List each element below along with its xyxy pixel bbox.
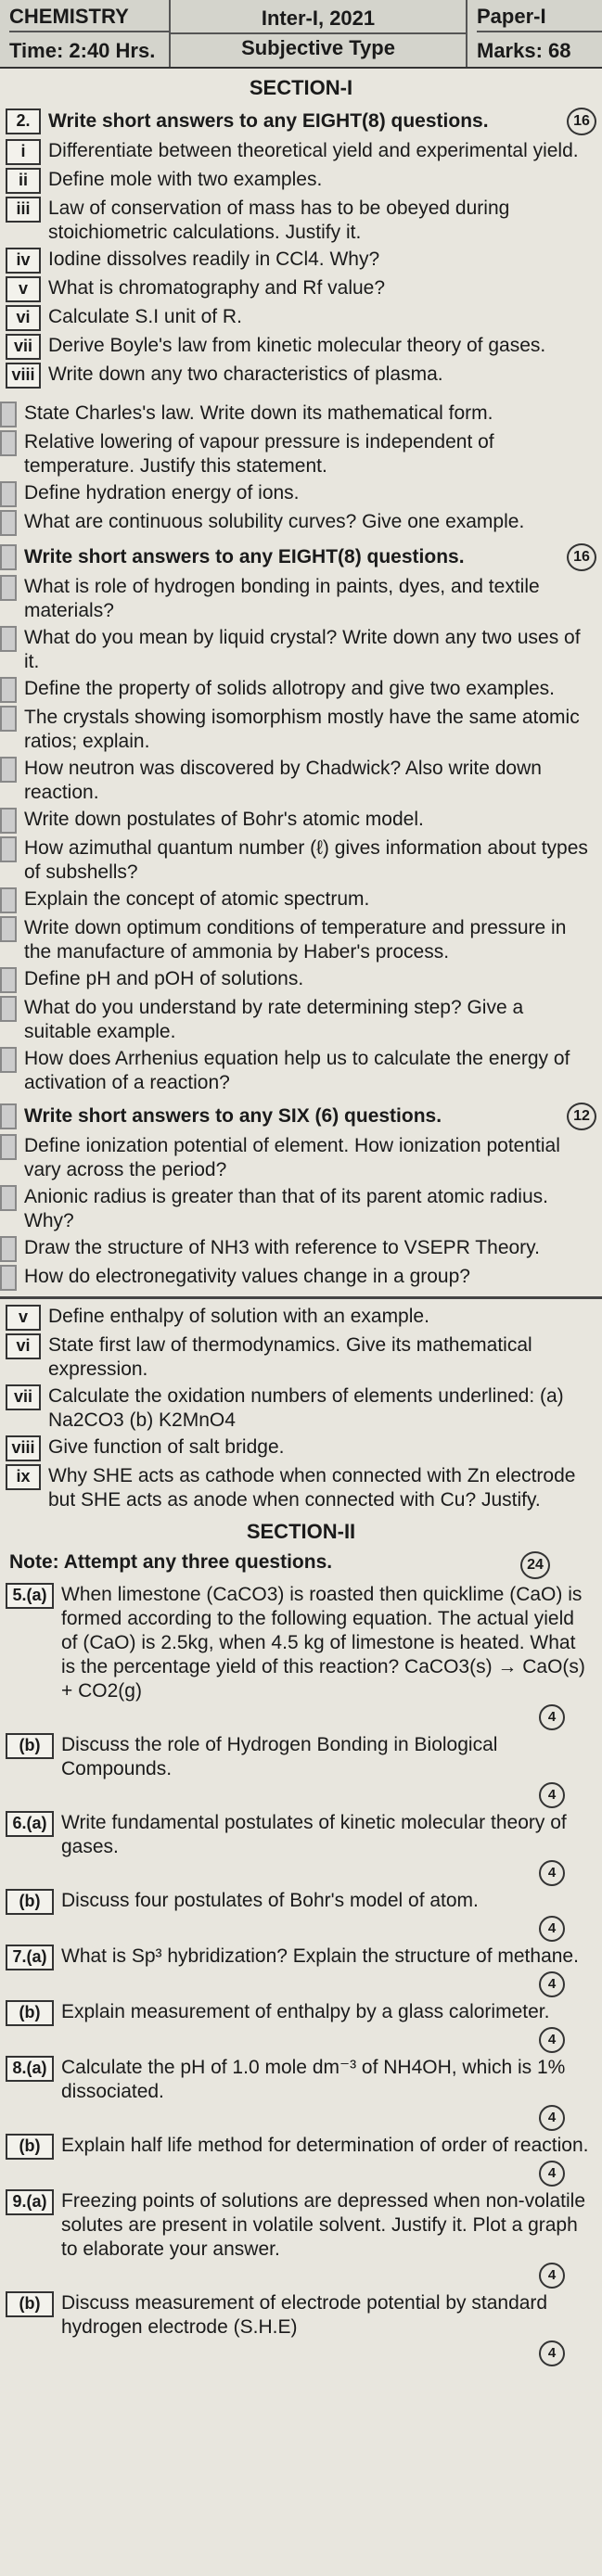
question-text: What do you understand by rate determining step? Give a suitable example.: [24, 997, 524, 1042]
question-number: [0, 677, 17, 703]
note-row: [9, 1551, 602, 1579]
question-text: Why SHE acts as cathode when connected with Zn electrode but SHE acts as anode when connected with Cu? Justify.: [48, 1465, 576, 1511]
question-item: [0, 168, 602, 194]
question-text: State first law of thermodynamics. Give its mathematical expression.: [48, 1334, 532, 1380]
question-text: Relative lowering of vapour pressure is independent of temperature. Justify this statement.: [24, 431, 494, 477]
question-item: [0, 276, 602, 302]
question-item: [0, 1134, 602, 1182]
long-question-marks: 4: [539, 2105, 565, 2131]
header-right: [468, 0, 602, 67]
question-number: vi: [6, 305, 41, 331]
question-text: Define ionization potential of element. How ionization potential vary across the period?: [24, 1135, 560, 1180]
long-question-marks-row: [0, 1971, 602, 1997]
question-number: [0, 967, 17, 993]
question-number: vii: [6, 334, 41, 360]
question-number: 8.(a): [6, 2056, 54, 2082]
question-number: 5.(a): [6, 1583, 54, 1609]
question-text: What is Sp³ hybridization? Explain the structure of methane.: [61, 1945, 579, 1967]
question-text: Explain measurement of enthalpy by a glass calorimeter.: [61, 2001, 550, 2022]
question-item: [0, 305, 602, 331]
long-question-marks-row: [0, 2027, 602, 2053]
q4-number: [0, 1103, 17, 1129]
question-number: [0, 887, 17, 913]
long-question-item: [0, 1733, 602, 1781]
header-center: [171, 0, 468, 67]
question-number: viii: [6, 1435, 41, 1461]
long-question-marks: 4: [539, 2161, 565, 2187]
question-item: [0, 1333, 602, 1382]
q4-title: Write short answers to any SIX (6) questions.: [24, 1105, 442, 1127]
question-text: Derive Boyle's law from kinetic molecular theory of gases.: [48, 335, 546, 356]
question-text: Calculate the pH of 1.0 mole dm⁻³ of NH4OH, which is 1% dissociated.: [61, 2057, 566, 2102]
question-item: [0, 996, 602, 1044]
question-item: [0, 430, 602, 478]
question-item: [0, 1384, 602, 1433]
question-number: [0, 481, 17, 507]
question-number: vii: [6, 1384, 41, 1410]
question-item: [0, 481, 602, 507]
question-number: [0, 836, 17, 862]
question-number: [0, 706, 17, 732]
question-text: Define enthalpy of solution with an example.: [48, 1306, 429, 1327]
question-number: [0, 808, 17, 834]
question-text: When limestone (CaCO3) is roasted then quicklime (CaO) is formed according to the following equation. The actual yield of (CaO) is 2.5kg, when 4.5 kg of limestone is heated. What is the percentage yield of this reaction? CaCO3(s) → CaO(s) + CO2(g): [61, 1584, 585, 1702]
type-label: Subjective Type: [241, 36, 395, 59]
question-item: [0, 916, 602, 964]
question-number: [0, 402, 17, 427]
question-item: [0, 1047, 602, 1095]
long-question-marks-row: [0, 1704, 602, 1730]
question-number: [0, 626, 17, 652]
question-item: [0, 402, 602, 427]
question-text: Law of conservation of mass has to be obeyed during stoichiometric calculations. Justify it.: [48, 198, 510, 243]
long-question-item: [0, 1583, 602, 1703]
long-question-marks: 4: [539, 2263, 565, 2289]
q4-marks: 12: [567, 1103, 596, 1130]
year-label: Inter-I, 2021: [171, 5, 466, 34]
question-text: Freezing points of solutions are depressed when non-volatile solutes are present in volatile solvent. Justify it. Plot a graph to elaborate your answer.: [61, 2190, 586, 2260]
long-question-marks-row: [0, 1916, 602, 1942]
q4-list: [0, 1134, 602, 1291]
question-item: [0, 197, 602, 245]
header-left: [0, 0, 171, 67]
q4-list-2: [0, 1305, 602, 1512]
q3-heading: [0, 543, 602, 571]
question-text: Define pH and pOH of solutions.: [24, 968, 304, 989]
long-question-marks: 4: [539, 1782, 565, 1808]
long-question-marks-row: [0, 1782, 602, 1808]
question-item: [0, 808, 602, 834]
question-number: [0, 1134, 17, 1160]
question-text: Differentiate between theoretical yield and experimental yield.: [48, 140, 579, 161]
q2-more-list: [0, 402, 602, 536]
question-text: What is role of hydrogen bonding in paints, dyes, and textile materials?: [24, 576, 540, 621]
question-text: How neutron was discovered by Chadwick? Also write down reaction.: [24, 758, 542, 803]
question-number: ix: [6, 1464, 41, 1490]
question-item: [0, 706, 602, 754]
question-number: [0, 575, 17, 601]
question-item: [0, 334, 602, 360]
question-text: State Charles's law. Write down its mathematical form.: [24, 402, 493, 424]
question-item: [0, 1265, 602, 1291]
long-question-marks-row: [0, 2161, 602, 2187]
question-text: How does Arrhenius equation help us to calculate the energy of activation of a reaction?: [24, 1048, 570, 1093]
question-number: 6.(a): [6, 1811, 54, 1837]
question-number: ii: [6, 168, 41, 194]
question-text: Discuss the role of Hydrogen Bonding in Biological Compounds.: [61, 1734, 498, 1779]
q2-heading: [0, 108, 602, 135]
question-text: Anionic radius is greater than that of its parent atomic radius. Why?: [24, 1186, 548, 1231]
paper-label: Paper-I: [477, 3, 602, 32]
question-item: [0, 1185, 602, 1233]
question-number: (b): [6, 1889, 54, 1915]
question-text: Give function of salt bridge.: [48, 1436, 285, 1458]
question-number: [0, 1047, 17, 1073]
question-item: [0, 677, 602, 703]
subject-label: CHEMISTRY: [9, 3, 169, 32]
long-question-marks: 4: [539, 2027, 565, 2053]
note-text: Note: Attempt any three questions.: [9, 1551, 333, 1573]
q3-number: [0, 544, 17, 570]
question-text: Discuss measurement of electrode potential by standard hydrogen electrode (S.H.E): [61, 2292, 548, 2338]
q4-heading: [0, 1103, 602, 1130]
question-number: (b): [6, 1733, 54, 1759]
question-item: [0, 575, 602, 623]
question-text: Calculate S.I unit of R.: [48, 306, 242, 327]
long-question-marks: 4: [539, 2340, 565, 2366]
long-question-item: [0, 2134, 602, 2160]
long-question-marks-row: [0, 2105, 602, 2131]
long-question-marks-row: [0, 2340, 602, 2366]
q2-number: 2.: [6, 108, 41, 134]
question-number: viii: [6, 363, 41, 389]
q3-title: Write short answers to any EIGHT(8) questions.: [24, 546, 465, 567]
q2-title: Write short answers to any EIGHT(8) questions.: [48, 110, 489, 132]
long-question-list: [0, 1583, 602, 2366]
long-question-item: [0, 2000, 602, 2026]
question-item: [0, 1435, 602, 1461]
question-text: Define the property of solids allotropy and give two examples.: [24, 678, 555, 699]
question-item: [0, 757, 602, 805]
question-number: [0, 916, 17, 942]
question-text: Draw the structure of NH3 with reference to VSEPR Theory.: [24, 1237, 540, 1258]
question-number: i: [6, 139, 41, 165]
time-label: Time: 2:40 Hrs.: [9, 38, 156, 62]
long-question-marks-row: [0, 2263, 602, 2289]
question-item: [0, 139, 602, 165]
long-question-item: [0, 2189, 602, 2262]
question-text: Write down optimum conditions of temperature and pressure in the manufacture of ammonia by Haber's process.: [24, 917, 567, 963]
question-text: Calculate the oxidation numbers of elements underlined: (a) Na2CO3 (b) K2MnO4: [48, 1385, 564, 1431]
question-number: (b): [6, 2134, 54, 2160]
question-text: The crystals showing isomorphism mostly have the same atomic ratios; explain.: [24, 707, 580, 752]
q2-list: [0, 139, 602, 389]
question-item: [0, 887, 602, 913]
long-question-marks-row: [0, 1860, 602, 1886]
question-item: [0, 1236, 602, 1262]
long-question-item: [0, 1945, 602, 1970]
long-question-item: [0, 2056, 602, 2104]
question-number: [0, 430, 17, 456]
question-text: Iodine dissolves readily in CCl4. Why?: [48, 249, 380, 270]
long-question-item: [0, 2291, 602, 2340]
question-number: vi: [6, 1333, 41, 1359]
divider: [0, 1296, 602, 1299]
question-text: What are continuous solubility curves? Give one example.: [24, 511, 525, 532]
question-number: [0, 1185, 17, 1211]
long-question-item: [0, 1811, 602, 1859]
q3-list: [0, 575, 602, 1095]
question-number: [0, 757, 17, 783]
question-number: 9.(a): [6, 2189, 54, 2215]
question-number: [0, 1265, 17, 1291]
question-number: (b): [6, 2000, 54, 2026]
q2-marks: 16: [567, 108, 596, 135]
question-item: [0, 510, 602, 536]
question-item: [0, 248, 602, 274]
section-2-title: SECTION-II: [246, 1520, 356, 1543]
long-question-marks: 4: [539, 1916, 565, 1942]
long-question-marks: 4: [539, 1971, 565, 1997]
question-text: Define hydration energy of ions.: [24, 482, 300, 504]
question-number: v: [6, 1305, 41, 1331]
question-item: [0, 967, 602, 993]
question-text: What do you mean by liquid crystal? Write down any two uses of it.: [24, 627, 581, 672]
question-item: [0, 363, 602, 389]
question-text: How do electronegativity values change in a group?: [24, 1266, 470, 1287]
long-question-marks: 4: [539, 1860, 565, 1886]
question-text: Write fundamental postulates of kinetic molecular theory of gases.: [61, 1812, 567, 1857]
question-number: iii: [6, 197, 41, 223]
question-text: What is chromatography and Rf value?: [48, 277, 386, 299]
question-item: [0, 1305, 602, 1331]
question-number: iv: [6, 248, 41, 274]
question-text: Write down any two characteristics of plasma.: [48, 363, 443, 385]
question-text: Explain the concept of atomic spectrum.: [24, 888, 370, 910]
question-item: [0, 1464, 602, 1512]
question-number: [0, 510, 17, 536]
long-question-marks: 4: [539, 1704, 565, 1730]
marks-label: Marks: 68: [477, 38, 571, 62]
question-number: [0, 1236, 17, 1262]
question-text: Explain half life method for determination of order of reaction.: [61, 2135, 589, 2156]
question-number: [0, 996, 17, 1022]
question-text: Define mole with two examples.: [48, 169, 323, 190]
question-item: [0, 626, 602, 674]
paper-header: [0, 0, 602, 69]
question-number: v: [6, 276, 41, 302]
question-text: Write down postulates of Bohr's atomic model.: [24, 809, 424, 830]
q3-marks: 16: [567, 543, 596, 571]
question-number: 7.(a): [6, 1945, 54, 1970]
note-marks: 24: [520, 1551, 550, 1579]
question-text: Discuss four postulates of Bohr's model of atom.: [61, 1890, 479, 1911]
long-question-item: [0, 1889, 602, 1915]
question-number: (b): [6, 2291, 54, 2317]
question-item: [0, 836, 602, 885]
section-1-title: SECTION-I: [249, 76, 353, 99]
question-text: How azimuthal quantum number (ℓ) gives information about types of subshells?: [24, 837, 588, 883]
